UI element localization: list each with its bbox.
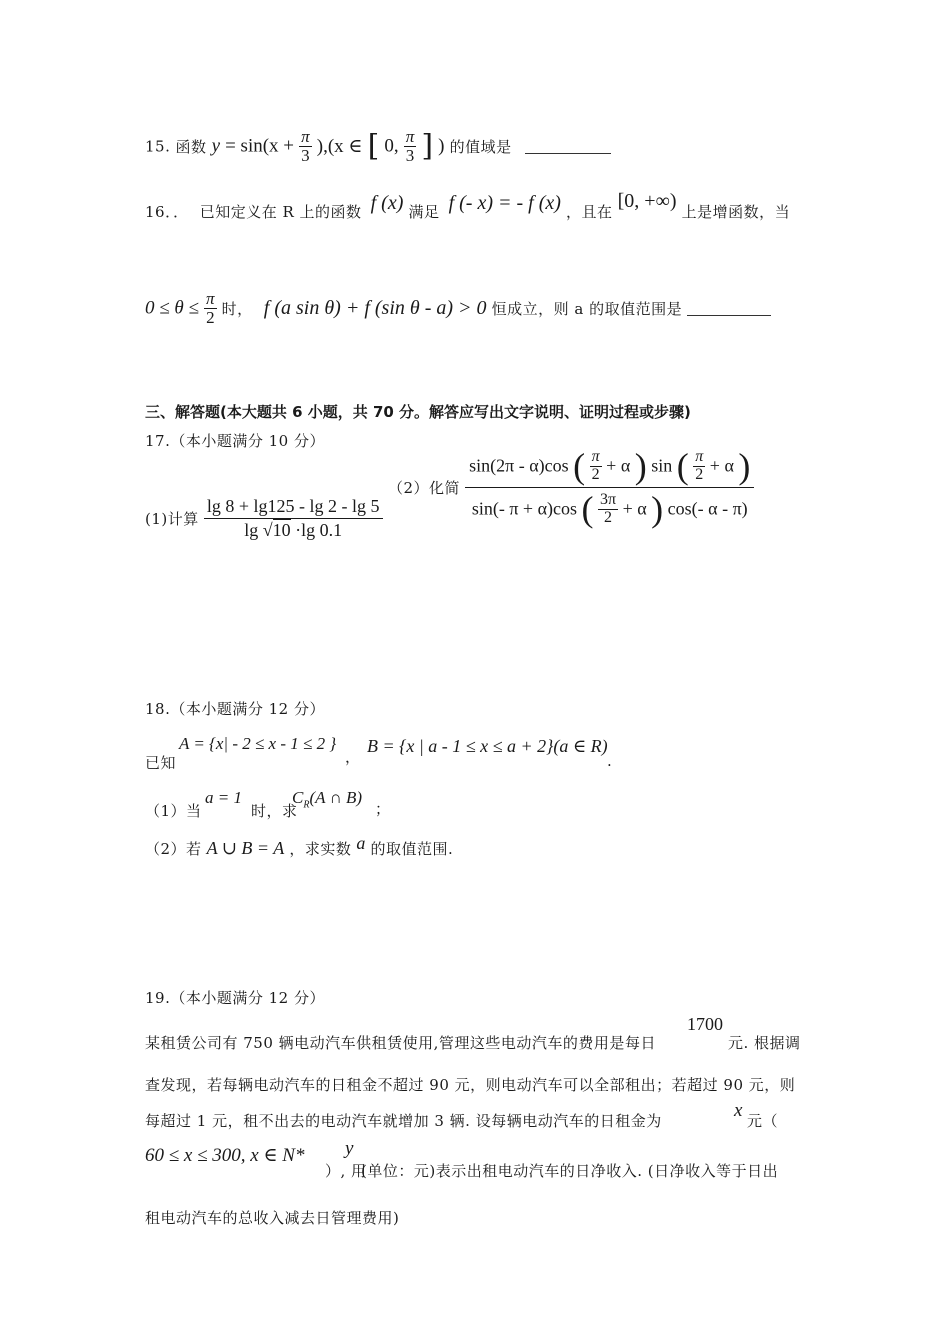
- q19-line-3: [145, 1100, 815, 1134]
- q19-l4-a: ）, 用: [325, 1162, 367, 1180]
- q16-text-2: 满足: [408, 203, 440, 221]
- q17-p2-num-f2d: 2: [695, 465, 704, 483]
- q18-set-b: B = {x | a - 1 ≤ x ≤ a + 2}(a ∈ R): [367, 736, 608, 756]
- q19-l1-number: 1700: [687, 1014, 723, 1034]
- q18-part-2: [145, 833, 454, 859]
- q15-interval-left: 0,: [384, 135, 399, 157]
- q19-line-5: 租电动汽车的总收入减去日管理费用): [145, 1209, 400, 1227]
- q17-p2-den-fn: 3π: [600, 490, 617, 508]
- q17-p2-num-f1n: π: [591, 447, 600, 465]
- q19-line-2: 查发现，若每辆电动汽车的日租金不超过 90 元，则电动汽车可以全部租出；若超过 90 元，则: [145, 1076, 796, 1094]
- q18-p2-c: 的取值范围.: [370, 840, 454, 858]
- q17-p1-den-b: ·lg 0.1: [295, 519, 343, 540]
- q15-lead: 函数: [175, 137, 207, 156]
- q15-after: 的值域是: [449, 137, 512, 156]
- q15-right-bracket: ]: [421, 128, 434, 164]
- q19-l1-b: 元. 根据调: [728, 1034, 801, 1052]
- q18-p1-sub: R: [303, 799, 310, 811]
- q16-odd-function: f (- x) = - f (x): [448, 192, 561, 214]
- q17-p2-num-f1d: 2: [591, 465, 600, 483]
- q17-p2-den-frac: [598, 492, 618, 527]
- q18-set-a: A = {x| - 2 ≤ x - 1 ≤ 2 }: [179, 734, 337, 753]
- q16-condition: 0 ≤ θ ≤: [145, 297, 199, 319]
- q17-p2-numerator: [465, 448, 754, 488]
- q18-part-1: [145, 788, 445, 822]
- q15-mid: ),(x ∈: [316, 135, 363, 157]
- section-3-heading: 三、解答题(本大题共 6 小题，共 70 分。解答应写出文字说明、证明过程或步骤): [145, 403, 691, 421]
- q19-l4-b: (单位：元)表示出租电动汽车的日净收入. (日净收入等于日出: [361, 1162, 779, 1180]
- q15-fraction: [299, 128, 312, 165]
- left-paren-icon: (: [573, 446, 586, 486]
- q17-p2-num-frac-2: [693, 449, 705, 484]
- q19-number: 19.（本小题满分 12 分）: [145, 989, 325, 1007]
- q17-number: 17.（本小题满分 10 分）: [145, 432, 325, 450]
- q17-p1-numerator: lg 8 + lg125 - lg 2 - lg 5: [204, 497, 383, 519]
- q19-l3-var: x: [734, 1100, 743, 1121]
- q17-p2-num-c: sin: [651, 455, 673, 476]
- q16-cond-den: 2: [206, 307, 215, 327]
- q18-number: 18.（本小题满分 12 分）: [145, 700, 325, 718]
- q16-inequality: f (a sin θ) + f (sin θ - a) > 0: [263, 296, 487, 319]
- q16-text-5: 时，: [221, 299, 253, 318]
- sqrt-icon: √: [262, 519, 273, 540]
- q17-p2-num-d: + α: [709, 455, 734, 476]
- q15-frac-den: 3: [301, 145, 310, 165]
- q16-interval: [0, +∞): [617, 190, 677, 212]
- q17-p2-den-fd: 2: [604, 508, 613, 526]
- q17-p2-num-frac-1: [590, 449, 602, 484]
- q16-cond-num: π: [206, 289, 215, 308]
- q17-p1-fraction: [204, 497, 383, 540]
- q15-y: y: [211, 135, 220, 157]
- q15-answer-blank: [525, 139, 611, 154]
- q16-text-3: ，且在: [566, 203, 613, 221]
- q19-l4-condition: 60 ≤ x ≤ 300, x ∈ N*: [145, 1145, 305, 1166]
- q18-p2-var: a: [356, 833, 366, 853]
- q15-int-frac-num: π: [405, 127, 415, 146]
- q18-p2-condition: A ∪ B = A: [206, 838, 285, 858]
- q18-p1-expr: (A ∩ B): [309, 788, 363, 807]
- q18-given: [145, 732, 665, 772]
- q17-p2-label: （2）化简: [388, 479, 461, 497]
- q17-p2-fraction: [465, 448, 754, 527]
- q17-p1-label: (1)计算: [145, 509, 199, 528]
- q16-condition-fraction: [204, 290, 217, 327]
- left-paren-icon: (: [676, 446, 689, 486]
- q18-p1-complement: [292, 788, 362, 810]
- q16-answer-blank: [687, 301, 771, 316]
- q19-l1-a: 某租赁公司有 750 辆电动汽车供租赁使用,管理这些电动汽车的费用是每日: [145, 1034, 656, 1052]
- q18-p1-b: 时，求: [251, 802, 298, 820]
- q17-p1-den-lg: lg: [244, 519, 259, 540]
- q18-p2-b: ，求实数: [289, 840, 352, 858]
- q17-p1-denominator: [242, 519, 344, 540]
- right-paren-icon: ): [651, 489, 664, 529]
- q16-number: 16．．: [145, 203, 189, 221]
- q18-known: 已知: [145, 754, 177, 772]
- question-16-line-1: [145, 190, 791, 223]
- q18-comma: ，: [345, 748, 361, 766]
- question-16-line-2: [145, 290, 771, 327]
- q19-line-1: [145, 1014, 815, 1054]
- q19-l3-b: 元（: [747, 1112, 779, 1130]
- q15-number: 15.: [145, 137, 171, 156]
- q16-text-6: 恒成立，则 a 的取值范围是: [491, 299, 683, 318]
- q15-frac-num: π: [301, 127, 310, 146]
- q17-p2-den-c: cos(- α - π): [667, 498, 748, 519]
- q17-p2-num-a: sin(2π - α)cos: [469, 455, 569, 476]
- q19-l4-var: y: [345, 1138, 354, 1159]
- q17-p2-num-b: + α: [606, 455, 631, 476]
- q15-interval-fraction: [404, 128, 417, 165]
- q15-tail: ): [438, 135, 445, 157]
- q15-formula: = sin(x +: [225, 135, 295, 157]
- left-paren-icon: (: [581, 489, 594, 529]
- q17-p2-den-a: sin(- π + α)cos: [471, 498, 577, 519]
- right-paren-icon: ): [634, 446, 647, 486]
- q15-left-bracket: [: [367, 128, 380, 164]
- q15-int-frac-den: 3: [405, 145, 415, 165]
- q18-p1-a: （1）当: [145, 802, 202, 820]
- q18-p1-condition: a = 1: [205, 788, 242, 807]
- q18-p1-c: C: [292, 788, 304, 807]
- q17-p2-num-f2n: π: [695, 447, 704, 465]
- q18-p1-end: ；: [375, 800, 391, 818]
- right-paren-icon: ): [738, 446, 751, 486]
- q16-text-1: 已知定义在 R 上的函数: [199, 203, 362, 221]
- q18-p2-a: （2）若: [145, 840, 202, 858]
- q17-p2-den-b: + α: [622, 498, 647, 519]
- q19-line-4: [145, 1140, 815, 1180]
- q17-p2-denominator: [468, 488, 752, 527]
- q19-l3-a: 每超过 1 元，租不出去的电动汽车就增加 3 辆. 设每辆电动汽车的日租金为: [145, 1112, 662, 1130]
- q17-part-1: [145, 497, 383, 540]
- q16-text-4: 上是增函数，当: [681, 203, 791, 221]
- q16-fx: f (x): [370, 192, 404, 214]
- q17-p1-den-sqrt: 10: [272, 519, 291, 540]
- q18-period: .: [607, 752, 613, 770]
- question-15: [145, 128, 611, 165]
- q17-part-2: [388, 448, 754, 527]
